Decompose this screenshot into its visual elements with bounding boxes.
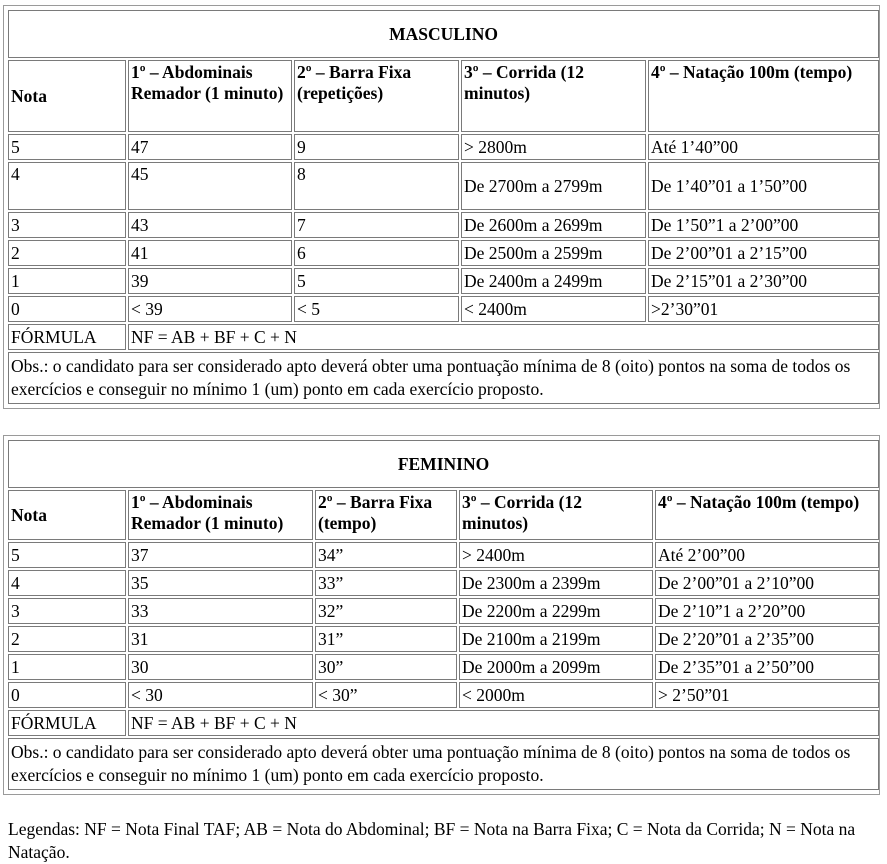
- cell: 2: [8, 240, 126, 266]
- header-corrida: 3º – Corrida (12 minutos): [461, 60, 646, 132]
- table-row: [8, 598, 879, 624]
- header-abdominais: 1º – Abdominais Remador (1 minuto): [128, 490, 313, 540]
- table-row: [8, 240, 879, 266]
- cell: 45: [128, 162, 292, 210]
- header-abdominais: 1º – Abdominais Remador (1 minuto): [128, 60, 292, 132]
- header-barra-fixa: 2º – Barra Fixa (tempo): [315, 490, 457, 540]
- cell: 4: [8, 162, 126, 210]
- cell: 35: [128, 570, 313, 596]
- cell: < 39: [128, 296, 292, 322]
- cell: 37: [128, 542, 313, 568]
- cell: 4: [8, 570, 126, 596]
- cell: De 2’00”01 a 2’15”00: [648, 240, 879, 266]
- cell: < 2000m: [459, 682, 653, 708]
- cell: De 2’35”01 a 2’50”00: [655, 654, 879, 680]
- cell: > 2’50”01: [655, 682, 879, 708]
- cell: De 2’10”1 a 2’20”00: [655, 598, 879, 624]
- cell: 6: [294, 240, 459, 266]
- table-row: [8, 162, 879, 210]
- cell: 5: [294, 268, 459, 294]
- legend-text: Legendas: NF = Nota Final TAF; AB = Nota do Abdominal; BF = Nota na Barra Fixa; C = Nota da Corrida; N = Nota na Natação.: [8, 819, 856, 862]
- header-nota: Nota: [8, 490, 126, 540]
- formula-row: [8, 324, 879, 350]
- cell: Até 1’40”00: [648, 134, 879, 160]
- cell: 1: [8, 268, 126, 294]
- cell: De 1’50”1 a 2’00”00: [648, 212, 879, 238]
- table-row: [8, 542, 879, 568]
- cell: < 30”: [315, 682, 457, 708]
- cell: >2’30”01: [648, 296, 879, 322]
- feminino-title: FEMININO: [8, 440, 879, 488]
- cell: 34”: [315, 542, 457, 568]
- feminino-table: [3, 435, 880, 795]
- cell: < 5: [294, 296, 459, 322]
- cell: De 2100m a 2199m: [459, 626, 653, 652]
- cell: 9: [294, 134, 459, 160]
- cell: 8: [294, 162, 459, 210]
- header-corrida: 3º – Corrida (12 minutos): [459, 490, 653, 540]
- cell: De 2’20”01 a 2’35”00: [655, 626, 879, 652]
- cell: De 2500m a 2599m: [461, 240, 646, 266]
- table-row: [8, 654, 879, 680]
- cell: < 30: [128, 682, 313, 708]
- cell: 1: [8, 654, 126, 680]
- cell: 30”: [315, 654, 457, 680]
- cell: 33”: [315, 570, 457, 596]
- cell: 0: [8, 296, 126, 322]
- header-barra-fixa: 2º – Barra Fixa (repetições): [294, 60, 459, 132]
- cell: 43: [128, 212, 292, 238]
- formula-label: FÓRMULA: [8, 710, 126, 736]
- cell: De 2000m a 2099m: [459, 654, 653, 680]
- cell: De 2’00”01 a 2’10”00: [655, 570, 879, 596]
- header-nota: Nota: [8, 60, 126, 132]
- cell: 47: [128, 134, 292, 160]
- masculino-title: MASCULINO: [8, 10, 879, 58]
- table-row: [8, 268, 879, 294]
- cell: < 2400m: [461, 296, 646, 322]
- cell: De 1’40”01 a 1’50”00: [648, 162, 879, 210]
- header-natacao: 4º – Natação 100m (tempo): [655, 490, 879, 540]
- cell: De 2300m a 2399m: [459, 570, 653, 596]
- formula-text: NF = AB + BF + C + N: [128, 324, 879, 350]
- cell: 5: [8, 542, 126, 568]
- cell: 3: [8, 212, 126, 238]
- table-row: [8, 212, 879, 238]
- cell: 31”: [315, 626, 457, 652]
- cell: De 2400m a 2499m: [461, 268, 646, 294]
- header-natacao: 4º – Natação 100m (tempo): [648, 60, 879, 132]
- cell: > 2800m: [461, 134, 646, 160]
- cell: 3: [8, 598, 126, 624]
- table-row: [8, 134, 879, 160]
- cell: 32”: [315, 598, 457, 624]
- cell: De 2600m a 2699m: [461, 212, 646, 238]
- cell: > 2400m: [459, 542, 653, 568]
- cell: 41: [128, 240, 292, 266]
- cell: 33: [128, 598, 313, 624]
- table-row: [8, 682, 879, 708]
- obs-note: Obs.: o candidato para ser considerado apto deverá obter uma pontuação mínima de 8 (oito) pontos na soma de todos os exercícios e conseguir no mínimo 1 (um) ponto em cada exercício proposto.: [8, 738, 879, 790]
- table-row: [8, 570, 879, 596]
- cell: De 2’15”01 a 2’30”00: [648, 268, 879, 294]
- cell: De 2700m a 2799m: [461, 162, 646, 210]
- formula-text: NF = AB + BF + C + N: [128, 710, 879, 736]
- table-row: [8, 626, 879, 652]
- formula-label: FÓRMULA: [8, 324, 126, 350]
- cell: 39: [128, 268, 292, 294]
- cell: Até 2’00”00: [655, 542, 879, 568]
- obs-note: Obs.: o candidato para ser considerado apto deverá obter uma pontuação mínima de 8 (oito) pontos na soma de todos os exercícios e conseguir no mínimo 1 (um) ponto em cada exercício proposto.: [8, 352, 879, 404]
- cell: 2: [8, 626, 126, 652]
- cell: 0: [8, 682, 126, 708]
- masculino-table: [3, 5, 880, 409]
- cell: 5: [8, 134, 126, 160]
- formula-row: [8, 710, 879, 736]
- cell: 31: [128, 626, 313, 652]
- table-row: [8, 296, 879, 322]
- cell: 7: [294, 212, 459, 238]
- cell: 30: [128, 654, 313, 680]
- cell: De 2200m a 2299m: [459, 598, 653, 624]
